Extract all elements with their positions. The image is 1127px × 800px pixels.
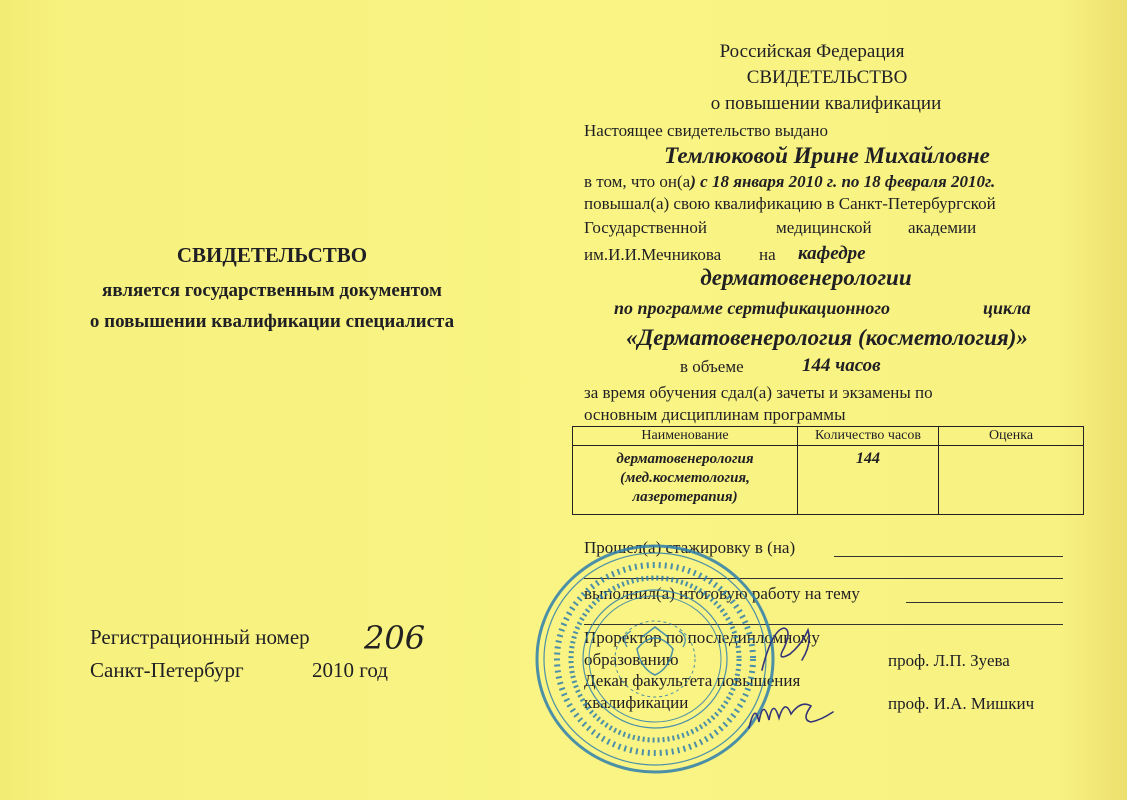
internship-underline xyxy=(834,556,1063,557)
final-work-label: выполнил(а) итоговую работу на тему xyxy=(584,584,860,603)
dean-name: проф. И.А. Мишкич xyxy=(888,694,1035,713)
word-na: на xyxy=(759,245,776,264)
left-statement-line1: является государственным документом xyxy=(102,280,442,301)
recipient-name: Темлюковой Ирине Михайловне xyxy=(664,143,990,168)
volume-label: в объеме xyxy=(680,357,744,376)
period-prefix: в том, что он(а xyxy=(584,172,691,191)
department-name: дерматовенерологии xyxy=(700,265,912,290)
period-dates: ) с 18 января 2010 г. по 18 февраля 2010г. xyxy=(690,172,996,191)
volume-value: 144 часов xyxy=(802,355,881,376)
year-label: 2010 год xyxy=(312,658,388,682)
header-hours: Количество часов xyxy=(798,427,939,446)
right-subtitle: о повышении квалификации xyxy=(710,93,942,114)
qualification-line: повышал(а) свою квалификацию в Санкт-Петербургской xyxy=(584,194,996,213)
header-grade: Оценка xyxy=(939,427,1084,446)
svg-text:206: 206 xyxy=(364,619,426,657)
left-title: СВИДЕТЕЛЬСТВО xyxy=(176,243,368,267)
department-label: кафедре xyxy=(798,243,866,264)
prorector-signature xyxy=(752,620,822,680)
internship-label: Прошел(а) стажировку в (на) xyxy=(584,538,796,557)
cell-hours: 144 xyxy=(798,446,939,515)
academy-name: им.И.И.Мечникова xyxy=(584,245,722,264)
exams-line1: за время обучения сдал(а) зачеты и экзамены по xyxy=(584,383,933,402)
period-line xyxy=(584,172,995,192)
cell-grade xyxy=(939,446,1084,515)
header-name: Наименование xyxy=(573,427,798,446)
prorector-name: проф. Л.П. Зуева xyxy=(888,651,1010,670)
dean-title-line1: Декан факультета повышения xyxy=(584,671,801,690)
exams-line2: основным дисциплинам программы xyxy=(584,405,846,424)
prorector-title-line2: образованию xyxy=(584,650,679,669)
program-name: «Дерматовенерология (косметология)» xyxy=(626,325,1028,350)
issued-text: Настоящее свидетельство выдано xyxy=(584,121,828,140)
official-seal-stamp xyxy=(532,541,778,778)
table-row xyxy=(573,446,1084,515)
country: Российская Федерация xyxy=(719,41,905,62)
cell-discipline-name: дерматовенерология (мед.косметология, лазеротерапия) xyxy=(573,446,798,515)
registration-number-handwritten xyxy=(360,615,440,660)
word-akademii: академии xyxy=(908,218,977,237)
program-cycle: цикла xyxy=(983,298,1031,318)
word-gosudarstvennoy: Государственной xyxy=(584,218,707,237)
disciplines-table xyxy=(572,426,1084,515)
prorector-title-line1: Проректор по последипломному xyxy=(584,628,820,647)
dean-signature xyxy=(745,690,845,735)
dean-title-line2: квалификации xyxy=(584,693,689,712)
table-header-row xyxy=(573,427,1084,446)
registration-label: Регистрационный номер xyxy=(90,625,310,649)
word-meditsinskoy: медицинской xyxy=(776,218,872,237)
final-work-underline xyxy=(906,602,1063,603)
city-label: Санкт-Петербург xyxy=(90,658,244,682)
right-title: СВИДЕТЕЛЬСТВО xyxy=(746,67,908,88)
program-intro: по программе сертификационного xyxy=(614,298,891,318)
left-statement-line2: о повышении квалификации специалиста xyxy=(89,311,455,332)
